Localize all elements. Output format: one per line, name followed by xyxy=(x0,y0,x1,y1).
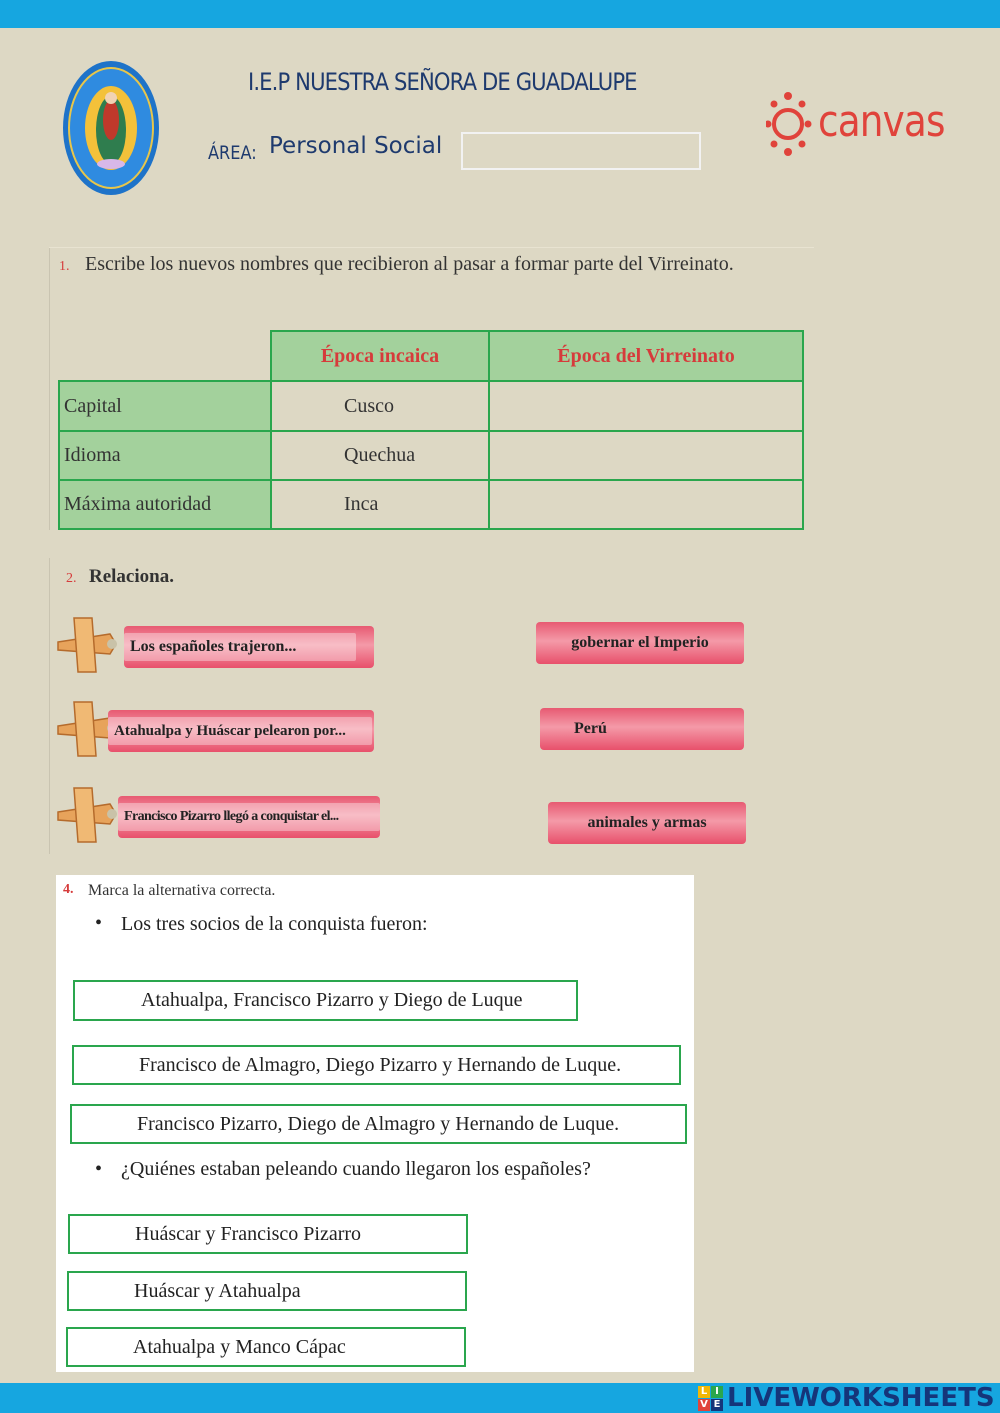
school-name: I.E.P NUESTRA SEÑORA DE GUADALUPE xyxy=(248,68,637,96)
table-header-virreinato: Época del Virreinato xyxy=(489,331,803,381)
option-label: Huáscar y Francisco Pizarro xyxy=(135,1222,362,1245)
table-row xyxy=(59,381,803,431)
option-label: Francisco de Almagro, Diego Pizarro y Hernando de Luque. xyxy=(139,1053,622,1076)
q4-option-1-2[interactable] xyxy=(72,1045,681,1085)
cell-inca-idioma: Quechua xyxy=(271,431,489,480)
q4-option-1-3[interactable] xyxy=(70,1104,687,1144)
table-row xyxy=(59,480,803,529)
match-right-label: gobernar el Imperio xyxy=(571,634,709,651)
match-right-item[interactable] xyxy=(536,622,744,664)
cell-inca-autoridad: Inca xyxy=(271,480,489,529)
option-label: Huáscar y Atahualpa xyxy=(134,1279,301,1302)
match-right-item[interactable] xyxy=(548,802,746,844)
cell-virreinato-capital-input[interactable] xyxy=(489,381,803,431)
match-left-item[interactable] xyxy=(118,796,380,838)
liveworksheets-badge-icon: L I V E xyxy=(698,1386,723,1411)
match-right-label: animales y armas xyxy=(587,814,707,831)
bullet-icon: • xyxy=(95,1158,103,1180)
match-left-label: Atahualpa y Huáscar pelearon por... xyxy=(114,722,346,739)
match-left-item[interactable] xyxy=(108,710,374,752)
q4-option-1-1[interactable] xyxy=(73,980,578,1021)
area-input-box[interactable] xyxy=(461,132,701,170)
section-1-top-border xyxy=(49,247,814,248)
q4-number: 4. xyxy=(63,882,74,897)
match-left-label: Los españoles trajeron... xyxy=(130,638,297,655)
liveworksheets-logo[interactable] xyxy=(698,1383,995,1413)
cell-virreinato-idioma-input[interactable] xyxy=(489,431,803,480)
q4-question-2: ¿Quiénes estaban peleando cuando llegaron los españoles? xyxy=(121,1158,591,1180)
option-label: Francisco Pizarro, Diego de Almagro y Hernando de Luque. xyxy=(137,1112,620,1135)
match-right-label: Perú xyxy=(574,720,607,737)
cell-virreinato-autoridad-input[interactable] xyxy=(489,480,803,529)
row-label-idioma: Idioma xyxy=(59,431,271,480)
q2-instruction: Relaciona. xyxy=(89,566,174,587)
bullet-icon: • xyxy=(95,912,103,934)
q4-instruction: Marca la alternativa correcta. xyxy=(88,882,276,899)
option-label: Atahualpa y Manco Cápac xyxy=(133,1335,346,1358)
liveworksheets-brand: LIVEWORKSHEETS xyxy=(727,1383,995,1413)
top-bar xyxy=(0,0,1000,28)
q1-table xyxy=(58,330,804,530)
q2-number: 2. xyxy=(66,571,77,586)
q4-option-2-3[interactable] xyxy=(66,1327,466,1367)
school-seal-icon xyxy=(62,60,160,196)
option-label: Atahualpa, Francisco Pizarro y Diego de Luque xyxy=(141,989,523,1011)
area-value: Personal Social xyxy=(269,133,443,159)
q1-number: 1. xyxy=(59,259,70,274)
q4-option-2-1[interactable] xyxy=(68,1214,468,1254)
section-1-border xyxy=(49,248,50,530)
canvas-logo-text: canvas xyxy=(818,96,945,147)
match-left-item[interactable] xyxy=(124,626,374,668)
match-right-item[interactable] xyxy=(540,708,744,750)
match-left-label: Francisco Pizarro llegó a conquistar el... xyxy=(124,809,339,824)
airplane-icon xyxy=(50,614,122,676)
q4-question-1: Los tres socios de la conquista fueron: xyxy=(121,913,428,935)
airplane-icon xyxy=(50,784,122,846)
table-corner xyxy=(59,331,271,381)
row-label-autoridad: Máxima autoridad xyxy=(59,480,271,529)
table-header-inca: Época incaica xyxy=(271,331,489,381)
q4-option-2-2[interactable] xyxy=(67,1271,467,1311)
area-label: ÁREA: xyxy=(208,142,257,164)
table-row xyxy=(59,431,803,480)
cell-inca-capital: Cusco xyxy=(271,381,489,431)
q1-instruction: Escribe los nuevos nombres que recibieron al pasar a formar parte del Virreinato. xyxy=(85,253,734,275)
row-label-capital: Capital xyxy=(59,381,271,431)
